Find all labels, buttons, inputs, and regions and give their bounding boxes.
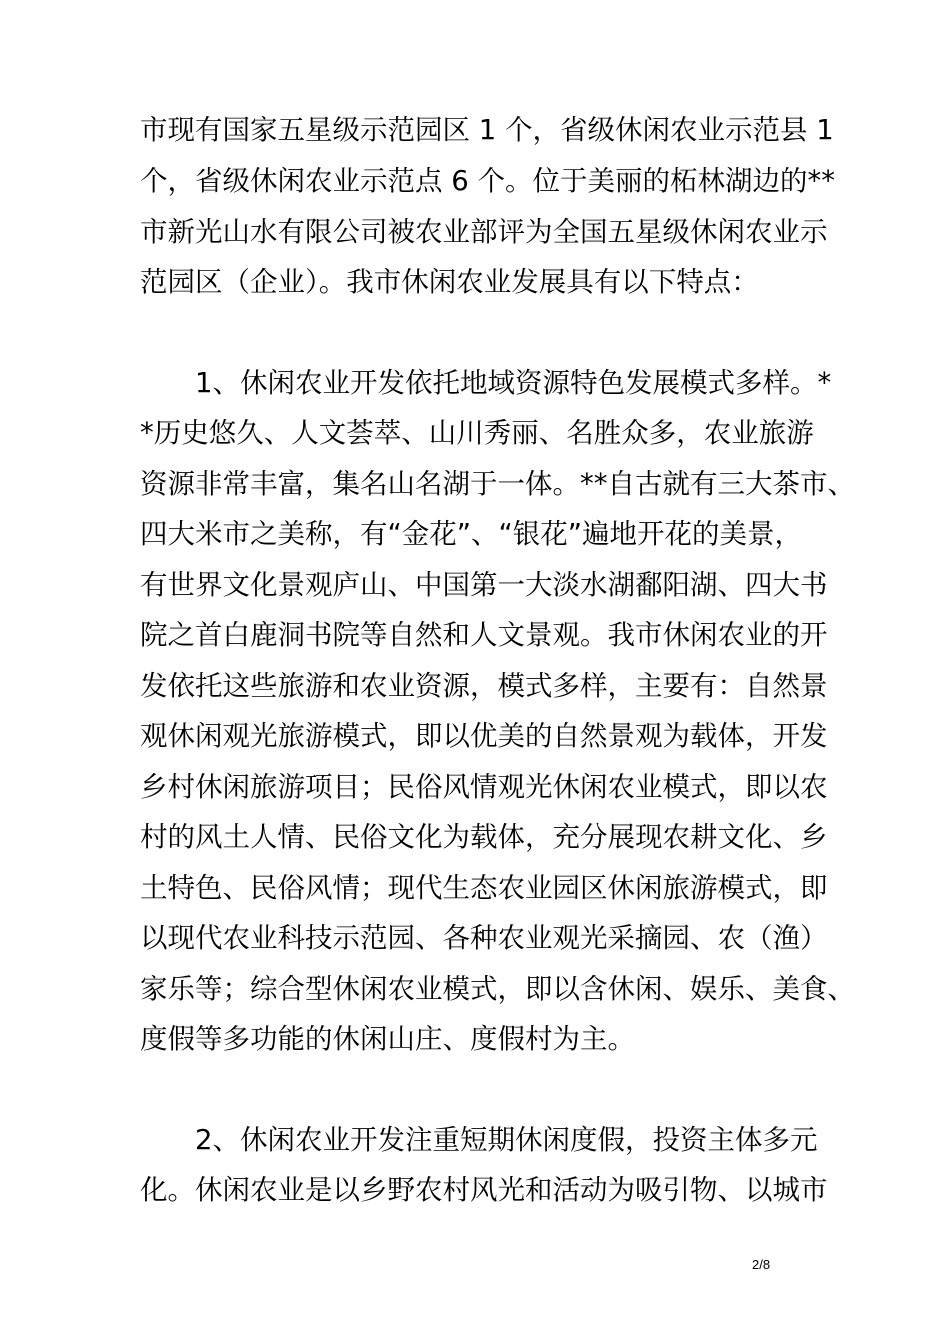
text-line: 有世界文化景观庐山、中国第一大淡水湖鄱阳湖、四大书 (140, 569, 828, 601)
text-line: 化。休闲农业是以乡野农村风光和活动为吸引物、以城市 (140, 1174, 828, 1206)
text-line: 1、休闲农业开发依托地域资源特色发展模式多样。* (195, 367, 832, 399)
text-line: 资源非常丰富，集名山名湖于一体。**自古就有三大茶市、 (140, 468, 855, 500)
text-line: 市新光山水有限公司被农业部评为全国五星级休闲农业示 (140, 216, 828, 248)
text-line: 个，省级休闲农业示范点 6 个。位于美丽的柘林湖边的** (140, 165, 835, 197)
text-line: 观休闲观光旅游模式，即以优美的自然景观为载体，开发 (140, 720, 828, 752)
text-line: 2、休闲农业开发注重短期休闲度假，投资主体多元 (195, 1124, 818, 1156)
text-line: 乡村休闲旅游项目；民俗风情观光休闲农业模式，即以农 (140, 771, 828, 803)
text-line: 以现代农业科技示范园、各种农业观光采摘园、农（渔） (140, 922, 828, 954)
text-line: 土特色、民俗风情；现代生态农业园区休闲旅游模式，即 (140, 872, 828, 904)
page-number: 2/8 (752, 1257, 771, 1272)
text-line: 四大米市之美称，有“金花”、“银花”遍地开花的美景， (140, 518, 802, 550)
text-line: 家乐等；综合型休闲农业模式，即以含休闲、娱乐、美食、 (140, 973, 855, 1005)
text-line: 村的风土人情、民俗文化为载体，充分展现农耕文化、乡 (140, 821, 828, 853)
text-line: 范园区（企业）。我市休闲农业发展具有以下特点： (140, 266, 759, 298)
text-line: 发依托这些旅游和农业资源，模式多样，主要有：自然景 (140, 670, 828, 702)
text-line: 度假等多功能的休闲山庄、度假村为主。 (140, 1023, 635, 1055)
text-line: *历史悠久、人文荟萃、山川秀丽、名胜众多，农业旅游 (140, 417, 814, 449)
text-line: 院之首白鹿洞书院等自然和人文景观。我市休闲农业的开 (140, 619, 828, 651)
text-line: 市现有国家五星级示范园区 1 个，省级休闲农业示范县 1 (140, 114, 834, 146)
